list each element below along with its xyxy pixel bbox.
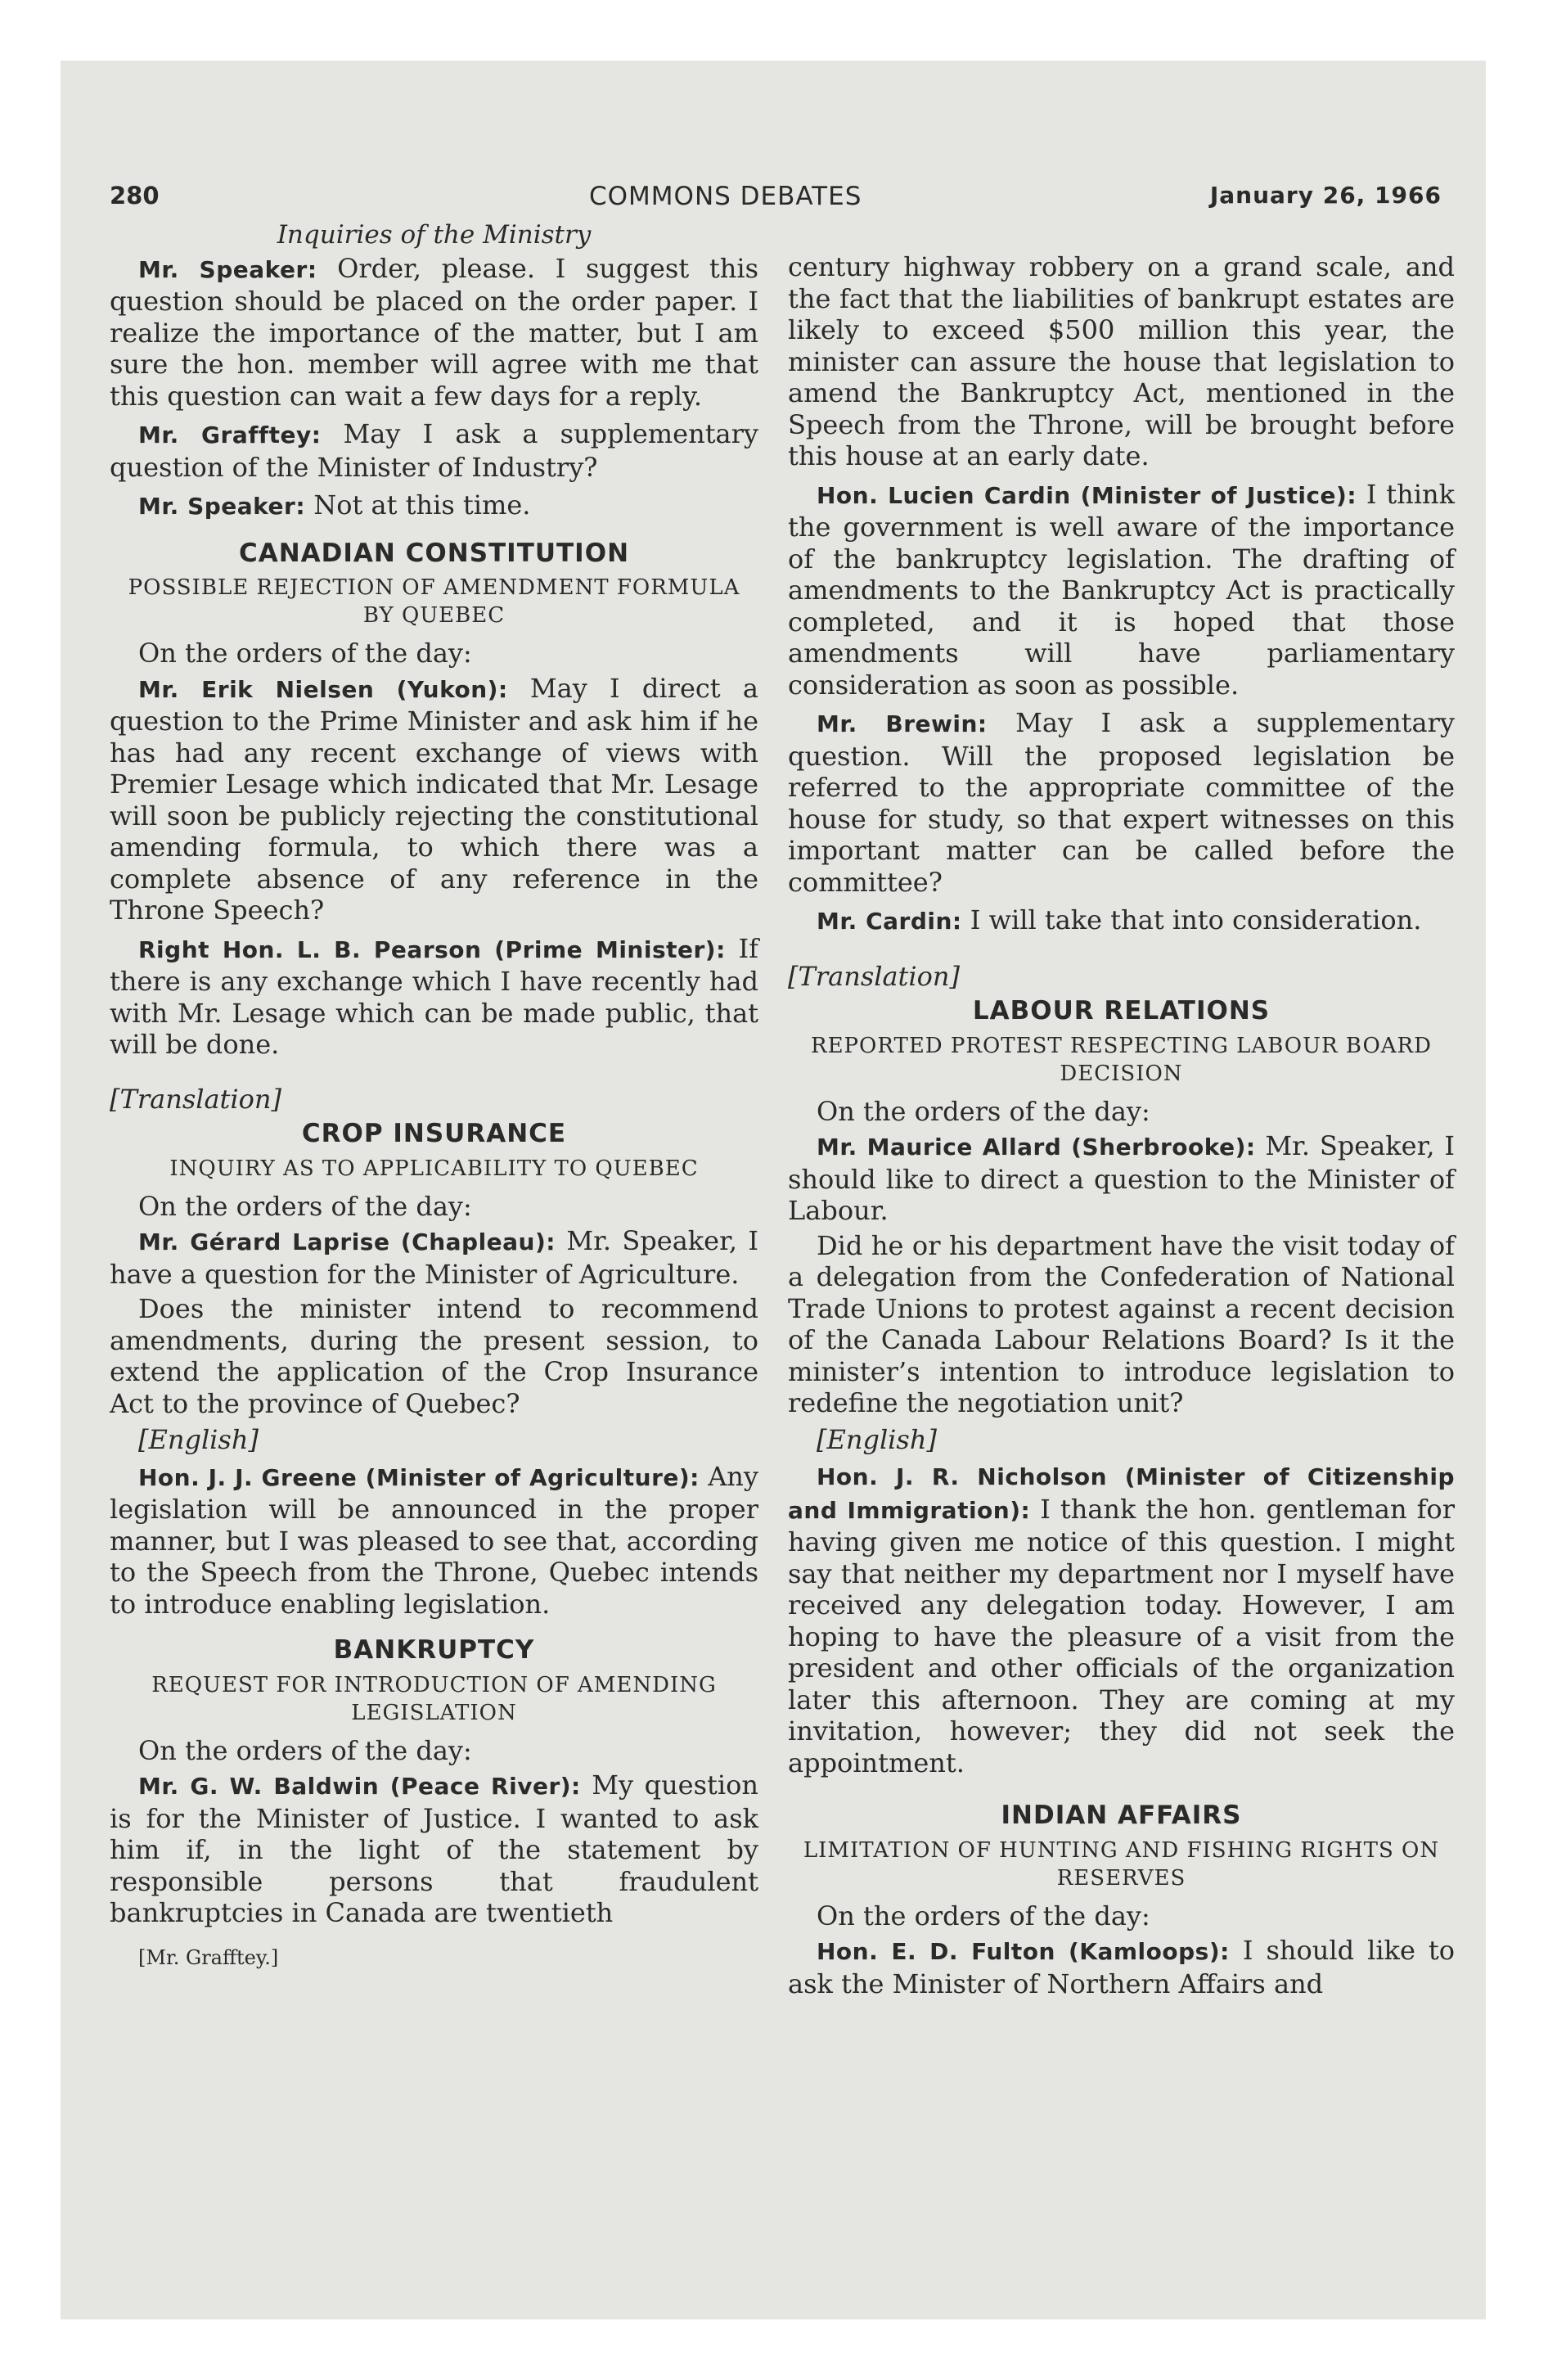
section-heading: CANADIAN CONSTITUTION (238, 538, 630, 568)
speech-text: If there is any exchange which I have recently had with Mr. Lesage which can be made public, that will be done. (110, 932, 759, 1060)
speaker-name: Mr. Speaker: (138, 493, 306, 520)
speaker-name: Mr. Brewin: (817, 710, 988, 737)
paragraph (110, 253, 758, 412)
speaker-name: Mr. Gérard Laprise (Chapleau): (138, 1228, 556, 1255)
orders-of-day: On the orders of the day: (138, 1734, 472, 1766)
speaker-name: Mr. G. W. Baldwin (Peace River): (138, 1773, 581, 1800)
paragraph: Did he or his department have the visit today of a delegation from the Confederation of National Trade Unions to protest against a recent decision of the Canada Labour Relations Board? Is it the minister’s intention to introduce legislation to redefine the negotiation unit? (788, 1229, 1455, 1418)
section-heading: LABOUR RELATIONS (972, 996, 1271, 1025)
paragraph (110, 933, 758, 1061)
paragraph (110, 1769, 758, 1929)
speaker-name: Hon. E. D. Fulton (Kamloops): (817, 1938, 1230, 1965)
section-subheading: REQUEST FOR INTRODUCTION OF AMENDING LEGISLATION (151, 1672, 717, 1725)
paragraph (110, 1225, 758, 1290)
paragraph (788, 904, 1455, 938)
right-column (788, 219, 1455, 1999)
page-number: 280 (110, 182, 160, 210)
section-subheading: LIMITATION OF HUNTING AND FISHING RIGHTS ON RESERVES (803, 1837, 1440, 1891)
speech-text: I thank the hon. gentleman for having given me notice of this question. I might say that neither my department nor I myself have received any delegation today. However, I am hoping to have the pleasure of a visit from the president and other officials of the organization later this afternoon. They are coming at my invitation, however; they did not seek the appointment. (788, 1493, 1455, 1778)
speaker-name: Mr. Cardin: (817, 908, 962, 935)
orders-of-day: On the orders of the day: (817, 1900, 1150, 1931)
speaker-name: Hon. J. J. Greene (Minister of Agriculture): (138, 1463, 700, 1491)
section-subheading: INQUIRY AS TO APPLICABILITY TO QUEBEC (169, 1156, 699, 1181)
section-subheading: REPORTED PROTEST RESPECTING LABOUR BOARD DECISION (811, 1033, 1432, 1086)
paragraph (110, 418, 758, 483)
speaker-name: Hon. Lucien Cardin (Minister of Justice): (817, 481, 1357, 509)
speaker-name: Hon. J. R. Nicholson (Minister of Citizenship and Immigration): (788, 1463, 1455, 1524)
english-marker: [English] (817, 1423, 937, 1455)
speech-text: Not at this time. (305, 489, 531, 521)
speech-text: May I ask a supplementary question. Will the proposed legislation be referred to the appropriate committee of the house for study, so that expert witnesses on this important matter can be called before the committee? (788, 707, 1455, 898)
speaker-name: Mr. Speaker: (138, 255, 317, 283)
paragraph (110, 489, 758, 523)
running-head: Inquiries of the Ministry (277, 220, 592, 250)
orders-of-day: On the orders of the day: (817, 1095, 1150, 1127)
paragraph (788, 1130, 1455, 1227)
translation-marker: [Translation] (788, 960, 960, 992)
speaker-name: Mr. Erik Nielsen (Yukon): (138, 675, 508, 703)
speech-text: Mr. Speaker, I should like to direct a question to the Minister of Labour. (788, 1130, 1456, 1226)
left-column (110, 219, 758, 1973)
paragraph (110, 1461, 758, 1620)
publication-date: January 26, 1966 (1209, 182, 1442, 209)
paragraph: century highway robbery on a grand scale, and the fact that the liabilities of bankrupt estates are likely to exceed $500 million this year, the minister can assure the house that legislation to amend the Bankruptcy Act, mentioned in the Speech from the Throne, will be brought before this house at an early date. (788, 251, 1455, 471)
publication-title: COMMONS DEBATES (589, 182, 862, 211)
section-subheading: POSSIBLE REJECTION OF AMENDMENT FORMULA BY QUEBEC (128, 575, 740, 628)
speech-text: I think the government is well aware of the importance of the bankruptcy legislation. The drafting of amendments to the Bankruptcy Act is practically completed, and it is hoped that those amendments will have parliamentary consideration as soon as possible. (788, 478, 1456, 701)
speaker-name: Mr. Maurice Allard (Sherbrooke): (817, 1134, 1256, 1161)
speaker-name: Right Hon. L. B. Pearson (Prime Minister): (138, 935, 726, 963)
speech-text: I should like to ask the Minister of Northern Affairs and (788, 1935, 1455, 1999)
english-marker: [English] (138, 1424, 259, 1455)
speech-text: May I ask a supplementary question of the Minister of Industry? (110, 418, 759, 483)
speech-text: Order, please. I suggest this question should be placed on the order paper. I realize the importance of the matter, but I am sure the hon. member will agree with me that this question can wait a few days for a reply. (110, 252, 758, 412)
paragraph (788, 1935, 1455, 1999)
speech-text: Mr. Speaker, I have a question for the Minister of Agriculture. (110, 1225, 759, 1290)
speech-text: I will take that into consideration. (961, 904, 1422, 935)
footer-note: [Mr. Grafftey.] (138, 1945, 279, 1969)
paragraph (788, 479, 1455, 701)
section-heading: INDIAN AFFAIRS (1001, 1801, 1242, 1830)
paragraph (110, 673, 758, 926)
paragraph: Does the minister intend to recommend amendments, during the present session, to extend the application of the Crop Insurance Act to the province of Quebec? (110, 1293, 758, 1419)
paragraph (788, 707, 1455, 898)
orders-of-day: On the orders of the day: (138, 1190, 472, 1222)
paragraph (788, 1460, 1455, 1778)
orders-of-day: On the orders of the day: (138, 638, 472, 669)
speech-text: Any legislation will be announced in the proper manner, but I was pleased to see that, according to the Speech from the Throne, Quebec intends to introduce enabling legislation. (110, 1460, 758, 1620)
section-heading: BANKRUPTCY (333, 1635, 535, 1665)
speaker-name: Mr. Grafftey: (138, 421, 322, 449)
speech-text: May I direct a question to the Prime Minister and ask him if he has had any recent exchange of views with Premier Lesage which indicated that Mr. Lesage will soon be publicly rejecting the constitutional amending formula, to which there was a complete absence of any reference in the Throne Speech? (110, 672, 758, 926)
speech-text: My question is for the Minister of Justice. I wanted to ask him if, in the light of the statement by responsible persons that fraudulent bankruptcies in Canada are twentieth (110, 1769, 759, 1928)
section-heading: CROP INSURANCE (301, 1119, 567, 1148)
translation-marker: [Translation] (110, 1083, 281, 1115)
